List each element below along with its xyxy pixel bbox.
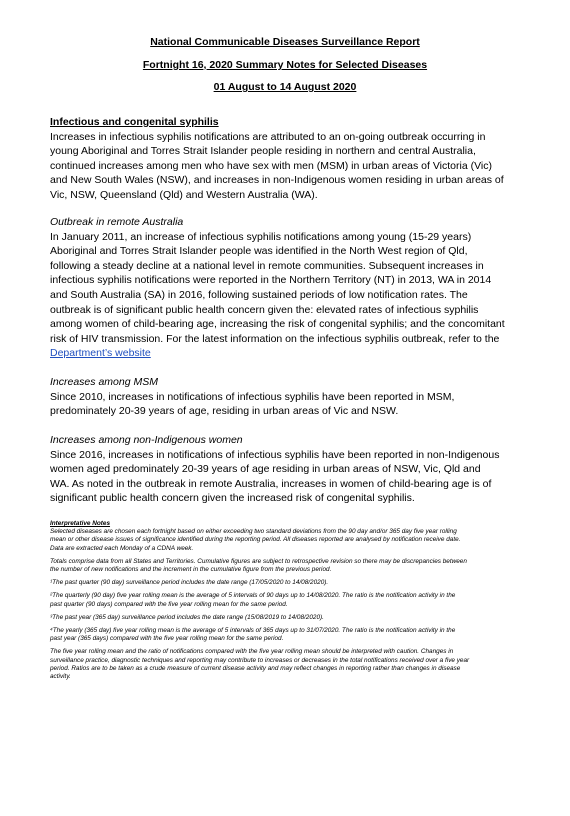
paragraph-line: predominately 20-39 years of age, residing in urban areas of Vic and NSW. xyxy=(50,405,399,418)
section-title: Infectious and congenital syphilis xyxy=(50,116,219,128)
note-line: activity. xyxy=(50,673,71,681)
note-line: surveillance practice, diagnostic techniques and reporting may contribute to increases or decreases in the total notifications received over a five year xyxy=(50,656,470,664)
note-line: ³The past year (365 day) surveillance period includes the date range (15/08/2019 to 14/08/2020). xyxy=(50,613,324,621)
paragraph-line: WA. As noted in the outbreak in remote Australia, increases in women of child-bearing age is of xyxy=(50,477,492,490)
note-line: ¹The past quarter (90 day) surveillance period includes the date range (17/05/2020 to 14/08/2020). xyxy=(50,579,329,587)
paragraph-line: women aged predominately 20-39 years of age residing in urban areas of NSW, Vic, Qld and xyxy=(50,463,481,476)
paragraph-line: continued increases among men who have sex with men (MSM) in urban areas of Victoria (Vic) xyxy=(50,159,492,172)
paragraph-line: Vic, NSW, Queensland (Qld) and Western Australia (WA). xyxy=(50,188,318,201)
paragraph-line: risk of HIV transmission. For the latest information on the infectious syphilis outbreak, refer to the xyxy=(50,332,500,345)
note-line: past year (365 days) compared with the five year rolling mean for the same period. xyxy=(50,635,284,643)
subsection-title: Outbreak in remote Australia xyxy=(50,216,184,228)
paragraph-line: young Aboriginal and Torres Strait Islander people residing in northern and central Australia, xyxy=(50,145,476,158)
subsection-title: Increases among MSM xyxy=(50,376,158,388)
paragraph-line: and New South Wales (NSW), and increases in non-Indigenous women residing in urban areas of xyxy=(50,174,504,187)
subsection-title: Increases among non-Indigenous women xyxy=(50,434,243,446)
note-line: ²The quarterly (90 day) five year rolling mean is the average of 5 intervals of 90 days up to 14/08/2020. The ratio is the notification activity in the xyxy=(50,592,456,600)
paragraph-line: among women of child-bearing age, increasing the risk of congenital syphilis; and the concomitant xyxy=(50,318,505,331)
paragraph-line: infectious syphilis notifications were reported in the Northern Territory (NT) in 2013, WA in 2014 xyxy=(50,274,492,287)
note-line: The five year rolling mean and the ratio of notifications compared with the five year rolling mean should be interpreted with caution. Changes in xyxy=(50,648,454,656)
note-line: the number of new notifications and the increment in the cumulative figure from the previous period. xyxy=(50,566,332,574)
section-msm xyxy=(50,375,522,419)
report-date-range: 01 August to 14 August 2020 xyxy=(213,81,357,93)
notes-title: Interpretative Notes xyxy=(50,520,111,527)
paragraph-line: significant public health concern given the increased risk of congenital syphilis. xyxy=(50,492,415,505)
paragraph-line: Since 2010, increases in notifications of infectious syphilis have been reported in MSM, xyxy=(50,390,455,403)
paragraph-line: following a steady decline at a national level in remote communities. Subsequent increases in xyxy=(50,259,484,272)
note-line: ⁴The yearly (365 day) five year rolling mean is the average of 5 intervals of 365 days up to 31/07/2020. The ratio is the notification activity in the xyxy=(50,627,456,635)
report-title: National Communicable Diseases Surveillance Report xyxy=(150,36,420,48)
paragraph-line: Since 2016, increases in notifications of infectious syphilis have been reported in non-Indigenous xyxy=(50,448,500,461)
note-line: past quarter (90 days) compared with the five year rolling mean for the same period. xyxy=(50,600,288,608)
paragraph-line: In January 2011, an increase of infectious syphilis notifications among young (15-29 years) xyxy=(50,230,472,243)
department-website-link[interactable]: Department’s website xyxy=(50,347,151,360)
paragraph-line: outbreak is of significant public health concern given the: elevated rates of infectious syphilis xyxy=(50,303,479,316)
note-line: Data are extracted each Monday of a CDNA week. xyxy=(50,544,194,552)
note-line: period. Ratios are to be taken as a crude measure of current disease activity and may reflect changes in reporting rather than changes in disease xyxy=(50,664,461,672)
section-syphilis xyxy=(50,115,522,203)
paragraph-line: Increases in infectious syphilis notifications are attributed to an on-going outbreak occurring in xyxy=(50,130,486,143)
note-line: Totals comprise data from all States and Territories. Cumulative figures are subject to retrospective revision so there may be discrepancies between xyxy=(50,557,467,565)
note-line: mean or other disease issues of significance identified during the reporting period. All diseases reported are analysed by notification receive date. xyxy=(50,536,461,544)
paragraph-line: and South Australia (SA) in 2016, following sustained periods of low notification rates. The xyxy=(50,288,468,301)
note-line: Selected diseases are chosen each fortnight based on either exceeding two standard deviations from the 90 day and/or 365 day five year rolling xyxy=(50,528,457,536)
report-subtitle: Fortnight 16, 2020 Summary Notes for Selected Diseases xyxy=(142,59,428,71)
paragraph-line: Aboriginal and Torres Strait Islander people was identified in the North West region of Qld, xyxy=(50,245,468,258)
interpretative-notes xyxy=(50,520,522,681)
section-non-indigenous-women xyxy=(50,433,522,506)
section-outbreak-remote xyxy=(50,215,522,361)
